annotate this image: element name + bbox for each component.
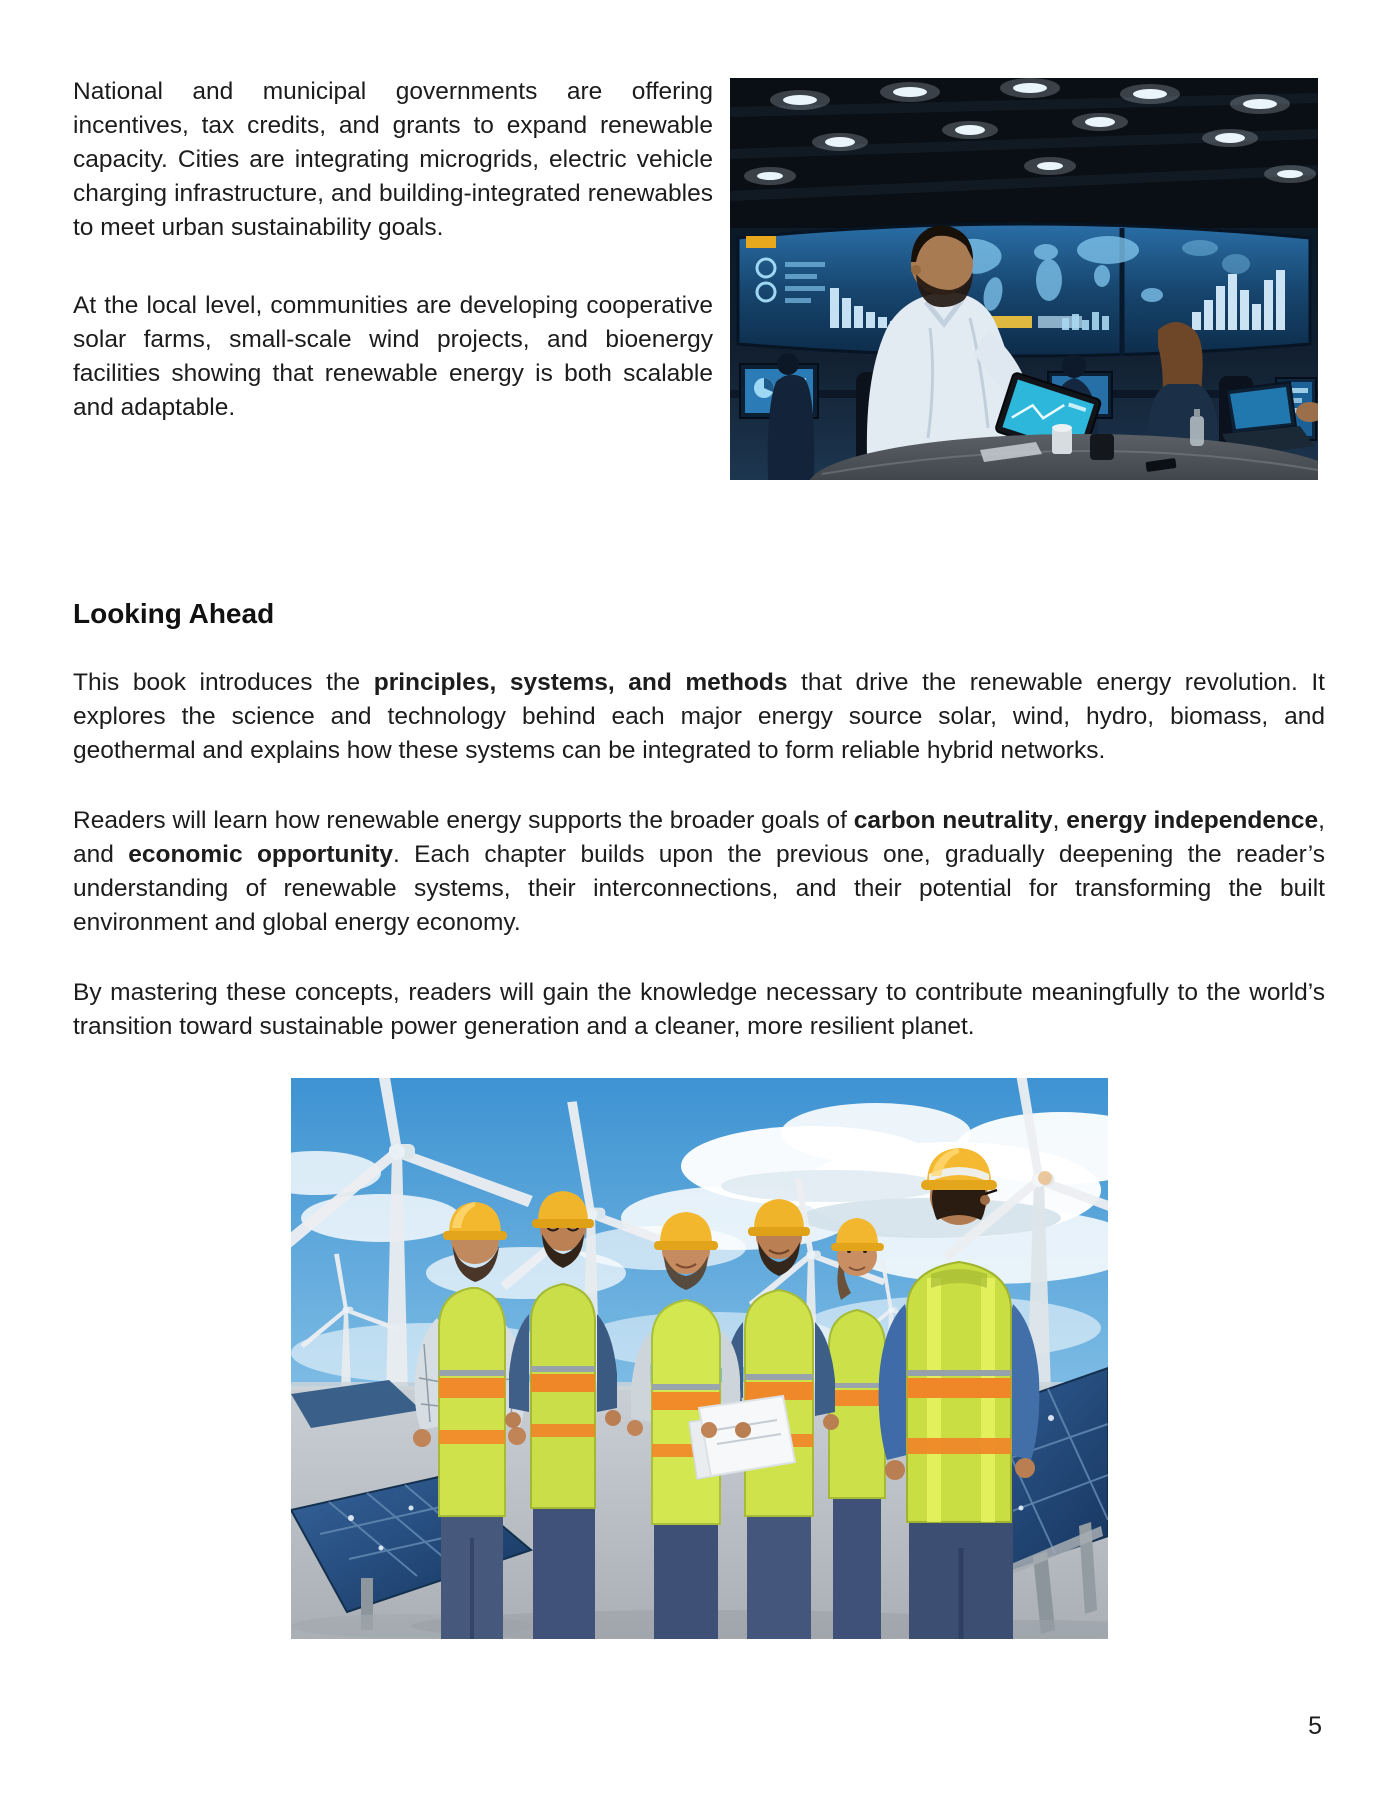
paragraph-reader-goals [73, 804, 1325, 940]
text-segment: that drive the renewable energy revolution. It explores the science and technology behind each major energy source solar, wind, hydro, biomass, and geothermal and explains how these systems can be integrated to form reliable hybrid networks. [73, 669, 1325, 764]
ceiling [730, 78, 1318, 228]
text-segment: Readers will learn how renewable energy supports the broader goals of [73, 807, 854, 834]
paragraph-book-intro [73, 666, 1325, 768]
control-room-image [730, 78, 1318, 480]
section-heading: Looking Ahead [73, 598, 275, 629]
text-segment: , [1052, 807, 1067, 834]
text-segment: This book introduces the [73, 669, 374, 696]
wind-solar-team-illustration [291, 1078, 1108, 1639]
paragraph-local-level: At the local level, communities are developing cooperative solar farms, small-scale wind projects, and bioenergy facilities showing that renewable energy is both scalable and adaptable. [73, 292, 713, 421]
top-section [73, 75, 1325, 480]
text-segment: , and [73, 807, 1325, 868]
text-segment-bold: carbon neutrality [853, 807, 1053, 834]
text-segment-bold: principles, systems, and methods [373, 669, 788, 696]
text-segment-bold: energy independence [1066, 807, 1319, 834]
video-wall [738, 224, 1310, 356]
paragraph-governments: National and municipal governments are offering incentives, tax credits, and grants to expand renewable capacity. Cities are integrating microgrids, electric vehicle charging infrastructure, and building-integrated renewables to meet urban sustainability goals. [73, 78, 713, 241]
workers-image [291, 1078, 1108, 1639]
text-segment-bold: economic opportunity [128, 841, 394, 868]
control-room-illustration [730, 78, 1318, 480]
intro-text-column [73, 75, 713, 469]
text-segment: . Each chapter builds upon the previous one, gradually deepening the reader’s understanding of renewable systems, their interconnections, and their potential for transforming the built environment and global energy economy. [73, 841, 1325, 936]
page-number: 5 [1308, 1712, 1322, 1740]
screen-accent [746, 236, 776, 248]
paragraph-mastering: By mastering these concepts, readers will gain the knowledge necessary to contribute meaningfully to the world’s transition toward sustainable power generation and a cleaner, more resilient planet. [73, 979, 1325, 1040]
